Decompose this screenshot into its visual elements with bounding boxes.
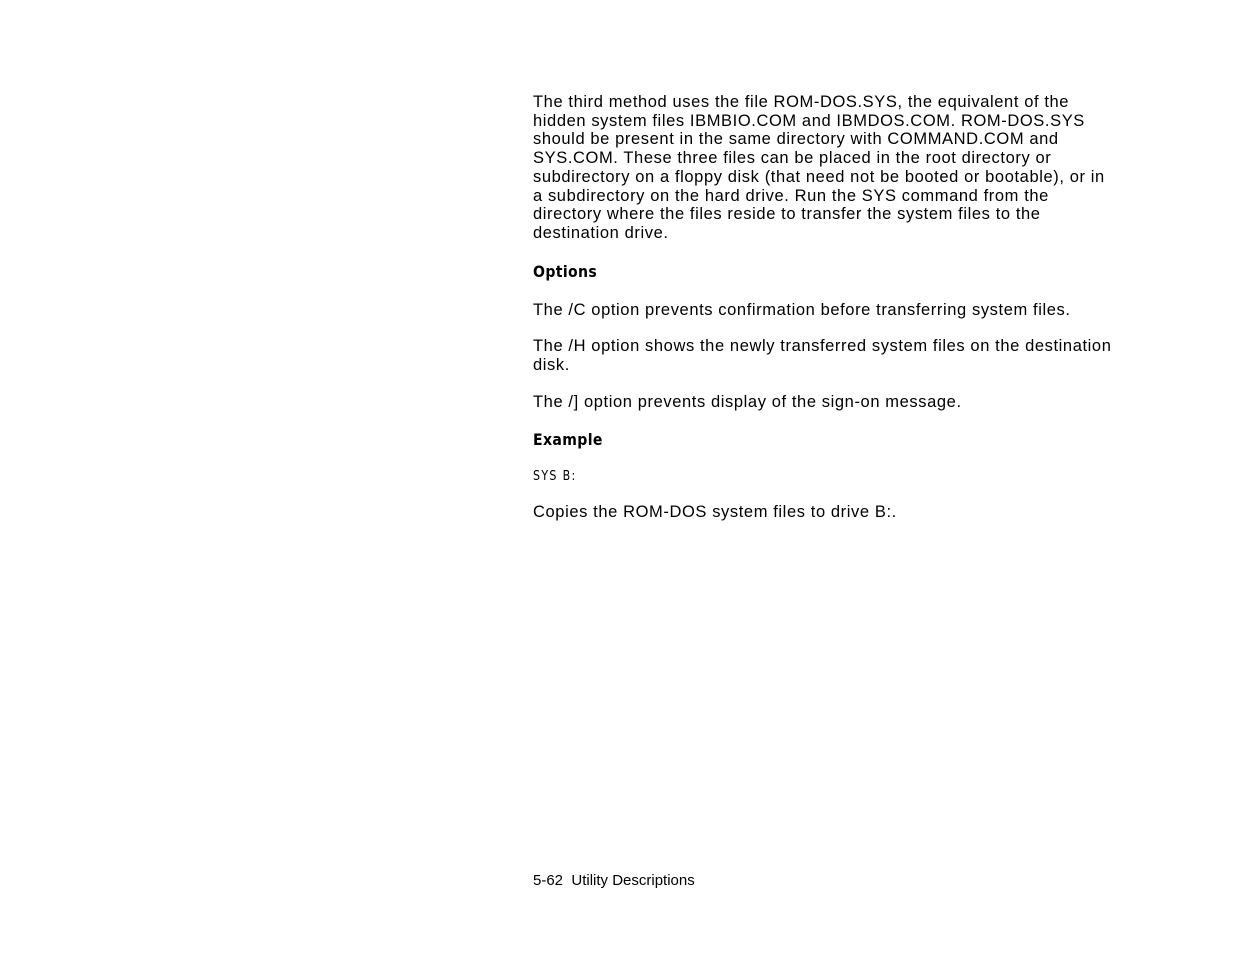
page-content [533, 93, 1193, 522]
option-c-paragraph: The /C option prevents confirmation before transferring system files. [533, 300, 1071, 319]
option-h-paragraph: The /H option shows the newly transferred system files on the destination disk. [533, 337, 1112, 375]
example-command: SYS B: [533, 468, 577, 485]
example-heading: Example [533, 430, 603, 450]
example-description: Copies the ROM-DOS system files to drive B:. [533, 503, 897, 522]
intro-paragraph: The third method uses the file ROM-DOS.SYS, the equivalent of the hidden system files IBMBIO.COM and IBMDOS.COM. ROM-DOS.SYS should be present in the same directory with COMMAND.COM and SYS.COM. These three files can be placed in the root directory or subdirectory on a floppy disk (that need not be booted or bootable), or in a subdirectory on the hard drive. Run the SYS command from the directory where the files reside to transfer the system files to the destination drive. [533, 93, 1105, 242]
option-bracket-paragraph: The /] option prevents display of the sign-on message. [533, 392, 962, 411]
page-footer: 5-62 Utility Descriptions [533, 872, 695, 889]
options-heading: Options [533, 261, 598, 281]
